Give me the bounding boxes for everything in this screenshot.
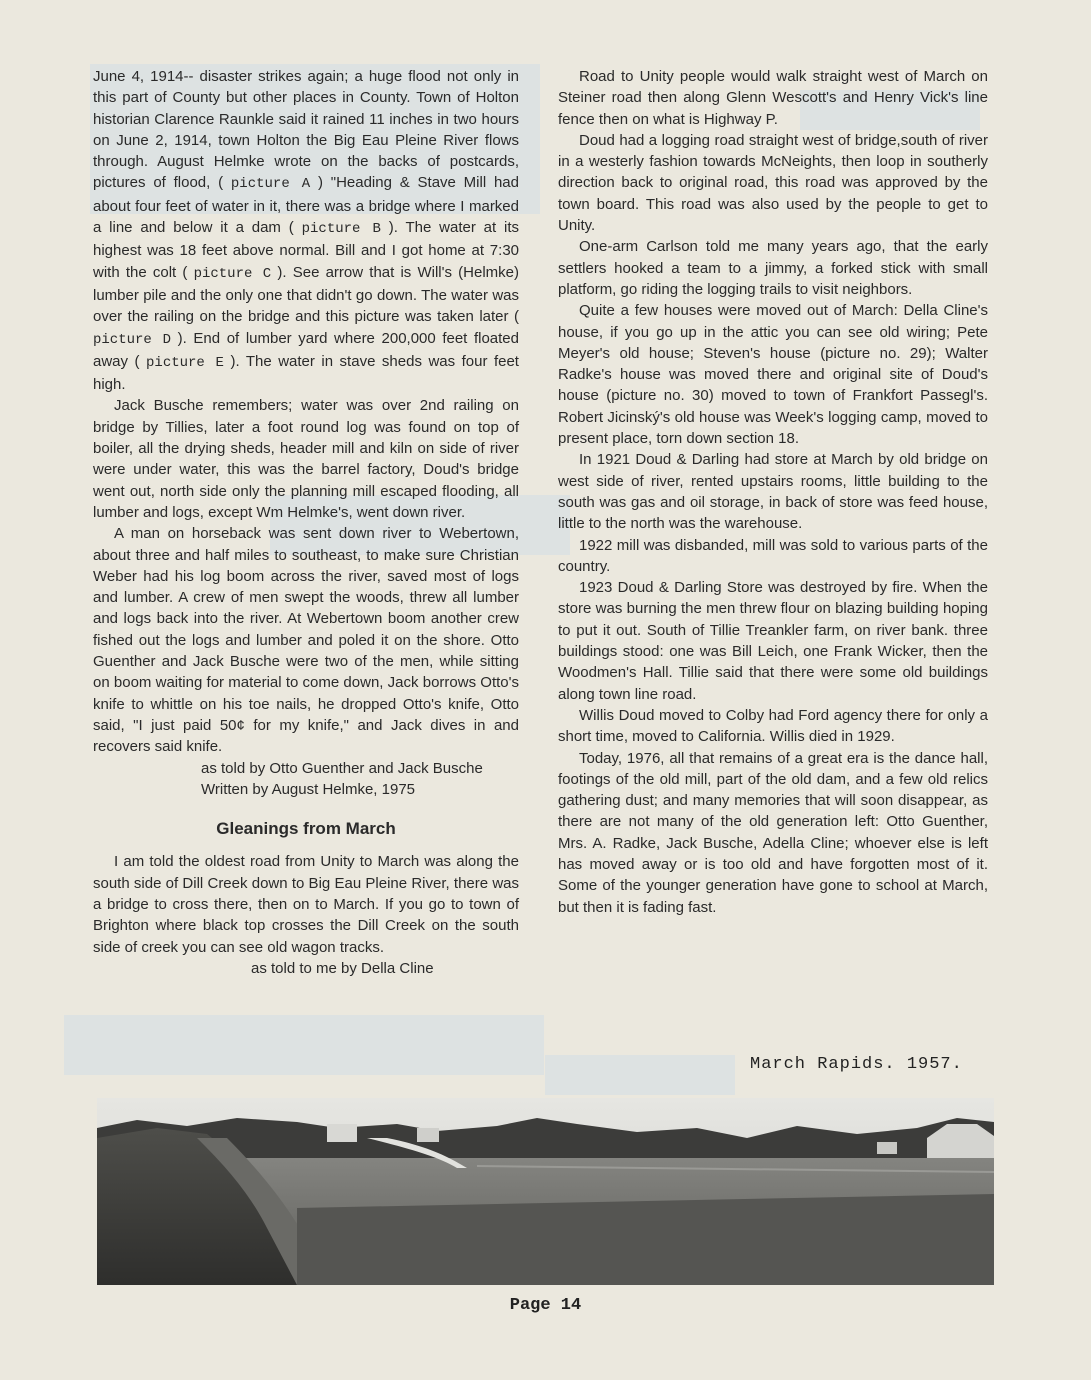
left-column bbox=[93, 66, 519, 979]
paragraph: Willis Doud moved to Colby had Ford agency there for only a short time, moved to California. Willis died in 1929. bbox=[558, 706, 988, 746]
picture-ref-c: picture C bbox=[193, 265, 272, 282]
busche-paragraph: Jack Busche remembers; water was over 2nd railing on bridge by Tillies, later a foot round log was found on top of boiler, all the drying sheds, header mill and kiln on side of river were under water, this was the barrel factory, Doud's bridge went out, north side only the planning mill escaped flooding, all lumber and logs, except Wm Helmke's, went down river. bbox=[93, 397, 519, 521]
horseback-paragraph: A man on horseback was sent down river to Webertown, about three and half miles to southeast, to make sure Christian Weber had his log boom across the river, saved most of logs and lumber. A crew of men swept the woods, threw all lumber and logs back into the river. At Webertown boom another crew fished out the logs and lumber and poled it on the shore. Otto Guenther and Jack Busche were two of the men, while sitting on boom waiting for material to come down, Jack borrows Otto's knife to whittle on his toe nails, he dropped Otto's knife, Otto said, "I just paid 50¢ for my knife," and Jack dives in and recovers said knife. bbox=[93, 525, 519, 756]
paragraph: Today, 1976, all that remains of a great era is the dance hall, footings of the old mill, part of the old dam, and a few old relics gathering dust; and many memories that will soon disappear, as there are not many of the old generation left: Otto Guenther, Mrs. A. Radke, Jack Busche, Adella Cline; whoever else is left has moved away or is too old and have forgotten most of it. Some of the younger generation have gone to school at March, but then it is fading fast. bbox=[558, 749, 988, 916]
text-segment: ). The water at its highest was 18 feet above normal. Bill and I got home at 7:30 with the colt ( bbox=[93, 219, 519, 281]
text-segment: ) "Heading & Stave Mill had about four feet of water in it, there was a bridge where I marked a line and below it a dam ( bbox=[93, 174, 519, 237]
paragraph: Doud had a logging road straight west of bridge,south of river in a westerly fashion towards McNeights, then loop in southerly direction back to original road, this road was approved by the town board. This road was also used by the people to get to Unity. bbox=[558, 131, 988, 235]
text-segment: ). See arrow that is Will's (Helmke) lumber pile and the only one that didn't go down. The water was over the railing on the bridge and this picture was taken later ( bbox=[93, 263, 520, 326]
credit-line: as told to me by Della Cline bbox=[251, 959, 434, 977]
text-segment: June 4, 1914-- disaster strikes again; a huge flood not only in this part of County but other places in County. Town of Holton historian Clarence Raunkle said it rained 11 inches in two hours on June 2, 1914, town Holton the Big Eau Pleine River flows through. August Helmke wrote on the backs of postcards, pictures of flood, ( bbox=[93, 68, 519, 192]
picture-ref-a: picture A bbox=[230, 176, 311, 193]
credit-line: Written by August Helmke, 1975 bbox=[201, 780, 415, 798]
bleed-through-shade bbox=[545, 1055, 735, 1095]
bleed-through-shade bbox=[64, 1015, 544, 1075]
oldest-road-paragraph: I am told the oldest road from Unity to March was along the south side of Dill Creek down to Big Eau Pleine River, there was a bridge to cross there, then on to March. If you go to town of Brighton where black top crosses the Dill Creek on the south side of creek you can see old wagon tracks. bbox=[93, 853, 519, 956]
picture-ref-d: picture D bbox=[93, 331, 172, 348]
credit-line: as told by Otto Guenther and Jack Busche bbox=[201, 759, 483, 777]
flood-paragraph bbox=[93, 66, 519, 395]
paragraph: 1922 mill was disbanded, mill was sold to various parts of the country. bbox=[558, 536, 988, 575]
landscape-photo bbox=[97, 1098, 994, 1285]
picture-ref-e: picture E bbox=[146, 354, 224, 371]
picture-ref-b: picture B bbox=[301, 221, 381, 238]
paragraph: One-arm Carlson told me many years ago, that the early settlers hooked a team to a jimmy, a forked stick with small platform, go riding the logging trails to visit neighbors. bbox=[558, 238, 988, 298]
text-segment: ). The water in stave sheds was four feet high. bbox=[93, 352, 519, 394]
section-heading: Gleanings from March bbox=[216, 819, 396, 839]
page-number: Page 14 bbox=[509, 1296, 582, 1315]
paragraph: Quite a few houses were moved out of March: Della Cline's house, if you go up in the attic you can see old wiring; Pete Meyer's old house; Steven's house (picture no. 29); Walter Radke's house was moved there and original site of Doud's house (picture no. 30) moved to town of Frankfort Passegl's. Robert Jicinský's old house was Week's logging camp, moved to present place, torn down section 18. bbox=[558, 302, 988, 448]
paragraph: In 1921 Doud & Darling had store at March by old bridge on west side of river, rented upstairs rooms, little building to the south was gas and oil storage, in back of store was feed house, little to the north was the warehouse. bbox=[558, 451, 988, 533]
text-segment: ). End of lumber yard where 200,000 feet floated away ( bbox=[93, 329, 519, 370]
paragraph: 1923 Doud & Darling Store was destroyed by fire. When the store was burning the men threw flour on blazing building hoping to put it out. South of Tillie Treankler farm, on river bank. three buildings stood: one was Bill Leich, one Frank Wicker, then the Woodmen's Hall. Tillie said that there were some old buildings along town line road. bbox=[558, 579, 988, 703]
right-column bbox=[558, 66, 988, 918]
paragraph: Road to Unity people would walk straight west of March on Steiner road then along Glenn Wescott's and Henry Vick's line fence then on what is Highway P. bbox=[558, 68, 988, 128]
photo-caption: March Rapids. 1957. bbox=[750, 1055, 963, 1074]
